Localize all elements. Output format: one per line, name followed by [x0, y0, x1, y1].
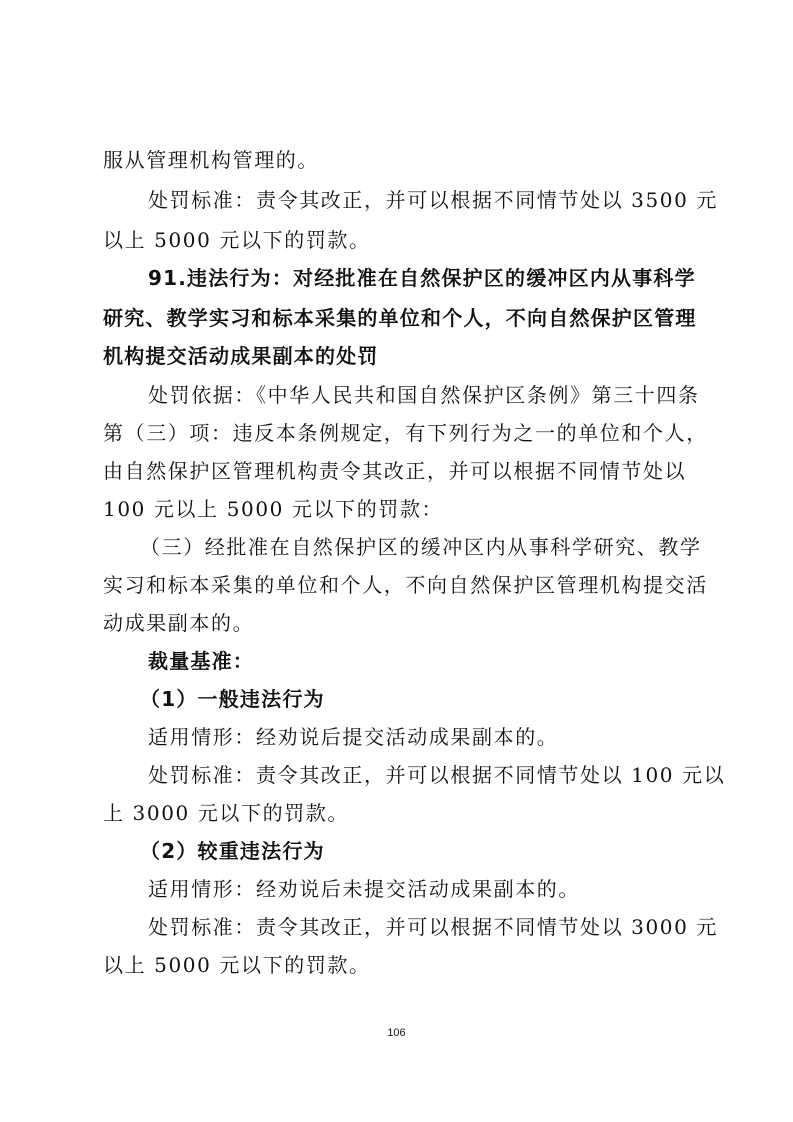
text-line: 服从管理机构管理的。: [103, 148, 319, 172]
legal-basis-line: 100 元以上 5000 元以下的罚款：: [103, 497, 444, 521]
penalty-standard-line: 处罚标准：责令其改正，并可以根据不同情节处以 3000 元: [148, 915, 719, 939]
subheading-general-violation: （1）一般违法行为: [140, 687, 325, 711]
violation-heading-line: 91.违法行为：对经批准在自然保护区的缓冲区内从事科学: [148, 266, 696, 290]
penalty-standard-line: 上 3000 元以下的罚款。: [103, 801, 350, 825]
clause-line: 动成果副本的。: [103, 611, 255, 635]
clause-line: 实习和标本采集的单位和个人，不向自然保护区管理机构提交活: [103, 573, 708, 597]
page-number: 106: [387, 1027, 406, 1039]
penalty-standard-line: 处罚标准：责令其改正，并可以根据不同情节处以 3500 元: [148, 188, 719, 212]
penalty-standard-line: 以上 5000 元以下的罚款。: [103, 953, 371, 977]
penalty-standard-line: 处罚标准：责令其改正，并可以根据不同情节处以 100 元以: [148, 763, 726, 787]
violation-heading-line: 研究、教学实习和标本采集的单位和个人，不向自然保护区管理: [103, 306, 697, 330]
legal-basis-line: 处罚依据：《中华人民共和国自然保护区条例》第三十四条: [148, 383, 700, 407]
applicable-situation-line: 适用情形：经劝说后未提交活动成果副本的。: [148, 877, 580, 901]
subheading-serious-violation: （2）较重违法行为: [140, 839, 325, 863]
discretion-heading: 裁量基准：: [148, 649, 254, 673]
violation-heading-line: 机构提交活动成果副本的处罚: [103, 344, 379, 368]
clause-line: （三）经批准在自然保护区的缓冲区内从事科学研究、教学: [140, 535, 702, 559]
applicable-situation-line: 适用情形：经劝说后提交活动成果副本的。: [148, 725, 559, 749]
penalty-standard-line: 以上 5000 元以下的罚款。: [103, 228, 371, 252]
legal-basis-line: 由自然保护区管理机构责令其改正，并可以根据不同情节处以: [103, 459, 687, 483]
legal-basis-line: 第（三）项：违反本条例规定，有下列行为之一的单位和个人，: [103, 421, 708, 445]
